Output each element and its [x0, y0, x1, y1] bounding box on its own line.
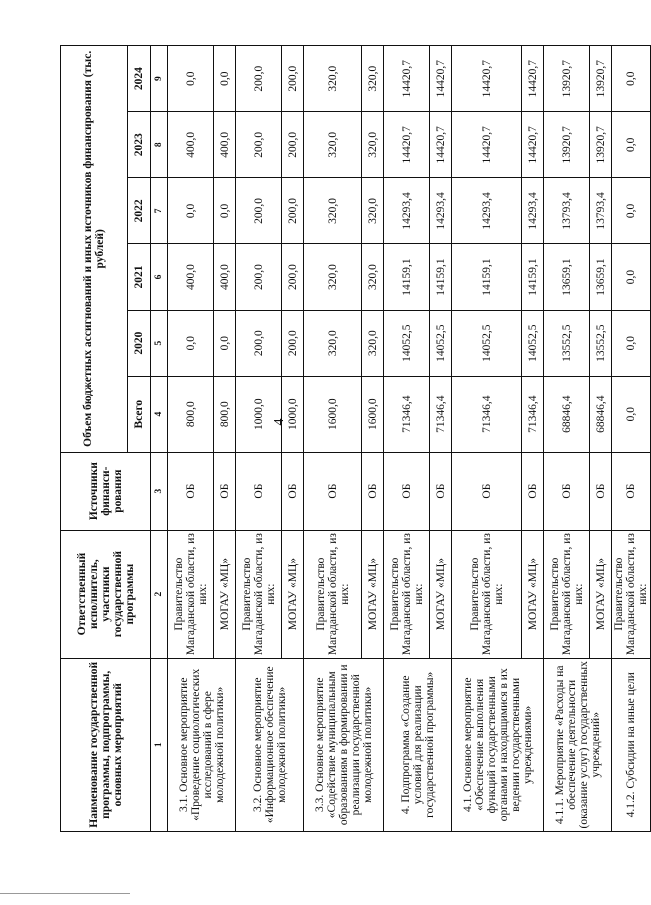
row-source: ОБ — [304, 452, 362, 530]
row-year-value: 14420,7 — [430, 112, 452, 178]
row-source: ОБ — [590, 452, 612, 530]
table-row — [236, 46, 282, 832]
row-year-value: 0,0 — [168, 310, 214, 376]
row-executor: Правительство Магаданской области, из них: — [384, 530, 430, 658]
row-year-value: 14052,5 — [430, 310, 452, 376]
row-executor: Правительство Магаданской области, из них: — [236, 530, 282, 658]
row-year-value: 13659,1 — [544, 244, 590, 310]
row-source: ОБ — [522, 452, 544, 530]
row-year-value: 14420,7 — [384, 46, 430, 112]
header-executor: Ответственный исполнитель, участники государственной программы — [61, 530, 151, 658]
row-year-value: 14159,1 — [430, 244, 452, 310]
row-year-value: 14293,4 — [452, 178, 522, 244]
row-year-value: 320,0 — [304, 46, 362, 112]
row-source: ОБ — [282, 452, 304, 530]
row-year-value: 14420,7 — [522, 46, 544, 112]
row-year-value: 13920,7 — [590, 46, 612, 112]
row-year-value: 0,0 — [612, 112, 651, 178]
row-year-value: 14420,7 — [384, 112, 430, 178]
row-year-value: 320,0 — [304, 310, 362, 376]
table-row — [304, 46, 362, 832]
row-source: ОБ — [214, 452, 236, 530]
row-year-value: 14420,7 — [430, 46, 452, 112]
row-executor: МОГАУ «МЦ» — [282, 530, 304, 658]
row-executor: Правительство Магаданской области, из них: — [612, 530, 651, 658]
row-executor: Правительство Магаданской области, из них: — [304, 530, 362, 658]
row-year-value: 200,0 — [236, 310, 282, 376]
row-year-value: 14293,4 — [430, 178, 452, 244]
row-year-value: 13793,4 — [590, 178, 612, 244]
row-executor: МОГАУ «МЦ» — [362, 530, 384, 658]
row-year-value: 0,0 — [612, 310, 651, 376]
row-year-value: 320,0 — [304, 178, 362, 244]
row-year-value: 14052,5 — [522, 310, 544, 376]
row-year-value: 13920,7 — [544, 112, 590, 178]
table-row — [384, 46, 430, 832]
row-year-value: 14159,1 — [522, 244, 544, 310]
table-row — [168, 46, 214, 832]
row-total: 1600,0 — [304, 376, 362, 452]
header-source: Источники финанси-рования — [61, 452, 151, 530]
row-executor: МОГАУ «МЦ» — [590, 530, 612, 658]
row-source: ОБ — [384, 452, 430, 530]
row-year-value: 320,0 — [362, 46, 384, 112]
row-year-value: 200,0 — [282, 310, 304, 376]
row-year-value: 13552,5 — [544, 310, 590, 376]
row-total: 71346,4 — [522, 376, 544, 452]
row-source: ОБ — [430, 452, 452, 530]
row-name: 4. Подпрограмма «Создание условий для реализации государственной программы» — [384, 658, 452, 831]
row-total: 68846,4 — [544, 376, 590, 452]
row-year-value: 320,0 — [362, 310, 384, 376]
row-year-value: 200,0 — [236, 46, 282, 112]
table-row — [544, 46, 590, 832]
row-year-value: 320,0 — [362, 178, 384, 244]
row-total: 71346,4 — [452, 376, 522, 452]
row-year-value: 320,0 — [362, 112, 384, 178]
column-number: 8 — [151, 112, 168, 178]
row-total: 71346,4 — [384, 376, 430, 452]
column-number: 1 — [151, 658, 168, 831]
row-name: 4.1.2. Субсидии на иные цели — [612, 658, 651, 831]
row-year-value: 200,0 — [236, 178, 282, 244]
header-year: 2022 — [128, 178, 151, 244]
row-executor: Правительство Магаданской области, из них: — [544, 530, 590, 658]
row-source: ОБ — [612, 452, 651, 530]
row-executor: МОГАУ «МЦ» — [430, 530, 452, 658]
row-total: 1000,0 — [236, 376, 282, 452]
row-year-value: 200,0 — [236, 244, 282, 310]
column-number-row — [151, 46, 168, 832]
row-year-value: 0,0 — [612, 244, 651, 310]
row-year-value: 200,0 — [282, 244, 304, 310]
table-row — [452, 46, 522, 832]
header-year: 2024 — [128, 46, 151, 112]
row-total: 800,0 — [214, 376, 236, 452]
row-year-value: 13552,5 — [590, 310, 612, 376]
rotated-page-content — [60, 45, 649, 832]
column-number: 6 — [151, 244, 168, 310]
row-year-value: 200,0 — [282, 46, 304, 112]
row-total: 1000,0 — [282, 376, 304, 452]
table-row — [612, 46, 651, 832]
row-year-value: 0,0 — [168, 178, 214, 244]
row-year-value: 200,0 — [236, 112, 282, 178]
column-number: 4 — [151, 376, 168, 452]
row-year-value: 320,0 — [304, 244, 362, 310]
row-year-value: 0,0 — [168, 46, 214, 112]
row-year-value: 13920,7 — [590, 112, 612, 178]
row-name: 4.1. Основное мероприятие «Обеспечение выполнения функций государственными органами и находящимися в их ведении государственными учреждениями» — [452, 658, 544, 831]
row-total: 0,0 — [612, 376, 651, 452]
header-name: Наименование государственной программы, подпрограммы, основных мероприятий — [61, 658, 151, 831]
row-year-value: 13920,7 — [544, 46, 590, 112]
row-source: ОБ — [168, 452, 214, 530]
row-year-value: 14293,4 — [522, 178, 544, 244]
row-year-value: 13659,1 — [590, 244, 612, 310]
row-name: 3.3. Основное мероприятие «Содействие муниципальным образованиям в формировании и реализации государственной молодежной политики» — [304, 658, 384, 831]
row-year-value: 200,0 — [282, 112, 304, 178]
row-executor: МОГАУ «МЦ» — [214, 530, 236, 658]
column-number: 2 — [151, 530, 168, 658]
column-number: 7 — [151, 178, 168, 244]
header-year: 2020 — [128, 310, 151, 376]
row-year-value: 400,0 — [214, 112, 236, 178]
row-year-value: 14420,7 — [452, 112, 522, 178]
header-year: 2023 — [128, 112, 151, 178]
row-year-value: 400,0 — [168, 112, 214, 178]
row-executor: МОГАУ «МЦ» — [522, 530, 544, 658]
row-year-value: 0,0 — [612, 178, 651, 244]
header-row — [61, 46, 128, 832]
bottom-divider — [0, 893, 130, 894]
header-year: 2021 — [128, 244, 151, 310]
row-source: ОБ — [236, 452, 282, 530]
row-year-value: 320,0 — [304, 112, 362, 178]
row-year-value: 14420,7 — [452, 46, 522, 112]
row-year-value: 0,0 — [214, 178, 236, 244]
row-year-value: 14293,4 — [384, 178, 430, 244]
row-year-value: 14159,1 — [452, 244, 522, 310]
row-year-value: 14052,5 — [384, 310, 430, 376]
row-executor: Правительство Магаданской области, из них: — [452, 530, 522, 658]
row-source: ОБ — [544, 452, 590, 530]
row-year-value: 320,0 — [362, 244, 384, 310]
header-volume: Объем бюджетных ассигнований и иных источников финансирования (тыс. рублей) — [61, 46, 128, 453]
column-number: 5 — [151, 310, 168, 376]
row-source: ОБ — [362, 452, 384, 530]
table-body — [168, 46, 651, 832]
row-year-value: 200,0 — [282, 178, 304, 244]
row-year-value: 400,0 — [168, 244, 214, 310]
page-number: 4 — [272, 418, 287, 426]
column-number: 9 — [151, 46, 168, 112]
header-total: Всего — [128, 376, 151, 452]
row-year-value: 14420,7 — [522, 112, 544, 178]
row-year-value: 400,0 — [214, 244, 236, 310]
row-name: 4.1.1. Мероприятие «Расходы на обеспечение деятельности (оказание услуг) государственных учреждений» — [544, 658, 612, 831]
budget-table — [60, 45, 651, 832]
row-name: 3.2. Основное мероприятие «Информационное обеспечение молодежной политики» — [236, 658, 304, 831]
row-total: 800,0 — [168, 376, 214, 452]
row-executor: Правительство Магаданской области, из них: — [168, 530, 214, 658]
row-total: 68846,4 — [590, 376, 612, 452]
row-name: 3.1. Основное мероприятие «Проведение социологических исследований в сфере молодежной политики» — [168, 658, 236, 831]
row-total: 1600,0 — [362, 376, 384, 452]
row-year-value: 14052,5 — [452, 310, 522, 376]
row-year-value: 0,0 — [612, 46, 651, 112]
row-year-value: 14159,1 — [384, 244, 430, 310]
row-total: 71346,4 — [430, 376, 452, 452]
row-year-value: 0,0 — [214, 310, 236, 376]
row-year-value: 13793,4 — [544, 178, 590, 244]
row-source: ОБ — [452, 452, 522, 530]
column-number: 3 — [151, 452, 168, 530]
row-year-value: 0,0 — [214, 46, 236, 112]
